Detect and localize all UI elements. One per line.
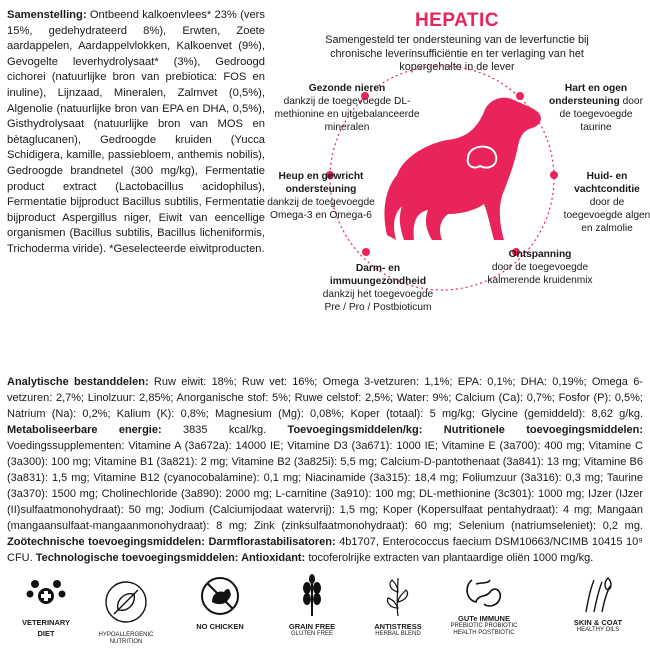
callout-kidneys-title: Gezonde nieren (308, 83, 386, 94)
callout-heart-text: door de toegevoegde taurine (559, 96, 643, 133)
analytical-text: Ruw eiwit: 18%; Ruw vet: 16%; Omega 3-vetzuren: 1,1%; EPA: 0,1%; DHA: 0,19%; Omega 6-vetzuren: 2,7%; Linolzuur: 2,85%; Anorganische stof: 5%; Ruwe celstof: 2,5%; Water: 9%; Calcium (Ca): 0,7%; Fosfor (P): 0,5%; Natrium (Na): 0,2%; Kalium (K): 0,8%; Magnesium (Mg): 0,08%; Koper (totaal): 5 mg/kg; Glycine (gemiddeld): 8,62 g/kg. (7, 376, 643, 420)
callout-kidneys (272, 82, 422, 134)
badge-skin-coat-label2: HEALTHY OILS (576, 627, 620, 633)
badge-veterinary-label: VETERINARY (21, 618, 71, 627)
analytical-label: Analytische bestanddelen: (7, 376, 149, 388)
callout-skin-title: Huid- en vachtconditie (574, 171, 640, 195)
analysis-text (7, 374, 643, 566)
additives-label: Toevoegingsmiddelen/kg: Nutritionele toevoegingsmiddelen: (287, 424, 643, 436)
antistress-icon (374, 572, 422, 620)
callout-skin (562, 170, 650, 235)
badge-veterinary (6, 572, 86, 638)
hepatic-diagram (262, 0, 650, 340)
no-chicken-icon (196, 572, 244, 620)
badge-skin-coat (558, 572, 638, 634)
zootechnical-label: Zoötechnische toevoegingsmiddelen: Darmflorastabilisatoren: (7, 536, 336, 548)
dot-skin (550, 171, 558, 179)
dot-heart (516, 92, 524, 100)
callout-skin-text: door de toegevoegde algen en zalmolie (563, 197, 650, 234)
energy-text: 3835 kcal/kg. (183, 424, 267, 436)
badge-grain-free-label: GRAIN FREE (288, 622, 336, 631)
energy-label: Metaboliseerbare energie: (7, 424, 162, 436)
skin-coat-icon (574, 572, 622, 616)
zootechnical-text: 4b1707, Enterococcus faecium DSM10663/NCIMB 10415 10⁹ CFU. (7, 536, 643, 564)
badge-hypoallergenic-label: HYPOALLERGENIC (98, 632, 154, 638)
callout-relax-title: Ontspanning (508, 249, 572, 260)
gut-immune-icon (460, 572, 508, 612)
badge-no-chicken (180, 572, 260, 631)
hepatic-title: HEPATIC (414, 10, 500, 31)
badge-veterinary-label2: DIET (37, 629, 55, 638)
badge-gut-immune-label: GUTe IMMUNE (458, 614, 510, 623)
callout-relax (480, 248, 600, 287)
grain-free-icon (288, 572, 336, 620)
badge-antistress (358, 572, 438, 638)
callout-heart-title: Hart en ogen ondersteuning (549, 83, 628, 107)
badge-antistress-label2: HERBAL BLEND (375, 631, 421, 637)
badge-row (0, 572, 650, 650)
callout-gut-text: dankzij het toegevoegde Pre / Pro / Postbioticum (322, 289, 434, 313)
additives-text: Voedingssupplementen: Vitamine A (3a672a): 14000 IE; Vitamine D3 (3a671): 1000 IE; Vitamine E (3a700): 400 mg; Vitamine C (3a300): 100 mg; Vitamine B1 (3a821): 2 mg; Vitamine B2 (3a825i): 5,5 mg; Calcium-D-pantothenaat (3a841): 13 mg; Vitamine B6 (3a831): 1,5 mg; Vitamine B12 (cyanocobalamine): 0,1 mg; Niacinamide (3a315): 18,4 mg; Foliumzuur (3a316): 0,3 mg; Taurine (3a370): 1500 mg; Cholinechloride (3a890): 2000 mg; L-carnitine (3a910): 100 mg; DL-methionine (3c301): 1000 mg; IJzer (IJzer (II)sulfaatmonohydraat): 50 mg; Jodium (Calciumjodaat watervrij): 1,5 mg; Koper (Kopersulfaat pentahydraat): 4 mg; Mangaan (mangaansulfaat-mangaanmonohydraat): 8 mg; Zink (zinksulfaatmonohydraat): 60 mg; Selenium (natriumseleniet): 0,2 mg. (7, 440, 643, 532)
badge-skin-coat-label: SKIN & COAT (573, 618, 623, 627)
callout-hips-title: Heup en gewricht ondersteuning (278, 171, 364, 195)
callout-hips (254, 170, 388, 222)
technological-text: tocoferolrijke extracten van plantaardige oliën 1000 mg/kg. (308, 552, 594, 564)
badge-grain-free-label2: GLUTEN FREE (290, 631, 333, 637)
badge-hypoallergenic (86, 572, 166, 646)
composition-label: Samenstelling: (7, 9, 87, 21)
callout-relax-text: door de toegevoegde kalmerende kruidenmix (487, 262, 593, 286)
hypoallergenic-icon (96, 572, 156, 632)
callout-heart (544, 82, 648, 134)
composition-text (7, 8, 265, 258)
dot-gut (362, 248, 370, 256)
callout-gut-title: Darm- en immuungezondheid (329, 263, 427, 287)
technological-label: Technologische toevoegingsmiddelen: Antioxidant: (35, 552, 306, 564)
hepatic-subtitle: Samengesteld ter ondersteuning van de leverfunctie bij chronische leverinsufficiëntie en ter verlaging van het kopergehalte in de lever (325, 34, 589, 73)
veterinary-icon (22, 572, 70, 616)
callout-kidneys-text: dankzij de toegevoegde DL-methionine en uitgebalanceerde mineralen (274, 96, 420, 133)
badge-hypoallergenic-label2: NUTRITION (109, 639, 143, 645)
badge-no-chicken-label: NO CHICKEN (196, 622, 244, 631)
composition-body: Ontbeend kalkoenvlees* 23% (vers 15%, gedehydrateerd 8%), Erwten, Zoete aardappelen, Aardappelvlokken, Kalkoenvet (9%), Gevogelte leverhydrolysaat* (3%), Gedroogd cichorei (natuurlijke bron van prebiotica: FOS en inuline), Lijnzaad, Mineralen, Zalmvet (0,5%), Algenolie (natuurlijke bron van EPA en DHA, 0,5%), Gisthydrolysaat (natuurlijke bron van MOS en bètaglucanen), Gedroogde kruiden (Yucca Schidigera, kamille, passiebloem, anthemis nobilis), Gedroogde brandnetel (300 mg/kg), Fermentatie product extract (Lactobacillus acidophilus), Fermentatie bijproduct Bacillus subtilis, Fermentatie bijproduct Aspergillus niger, Eiwit van eencellige organismen (Bacillus subtilis, Bacillus licheniformis, Trichoderma viride). *Geselecteerde eiwitproducten. (7, 9, 265, 255)
callout-gut (318, 262, 438, 314)
badge-antistress-label: ANTISTRESS (374, 622, 422, 631)
callout-hips-text: dankzij de toegevoegde Omega-3 en Omega-6 (267, 197, 375, 221)
badge-gut-immune-label2: PREBIOTIC PROBIOTIC HEALTH POSTBIOTIC (450, 623, 518, 636)
badge-gut-immune (444, 572, 524, 637)
badge-grain-free (272, 572, 352, 638)
